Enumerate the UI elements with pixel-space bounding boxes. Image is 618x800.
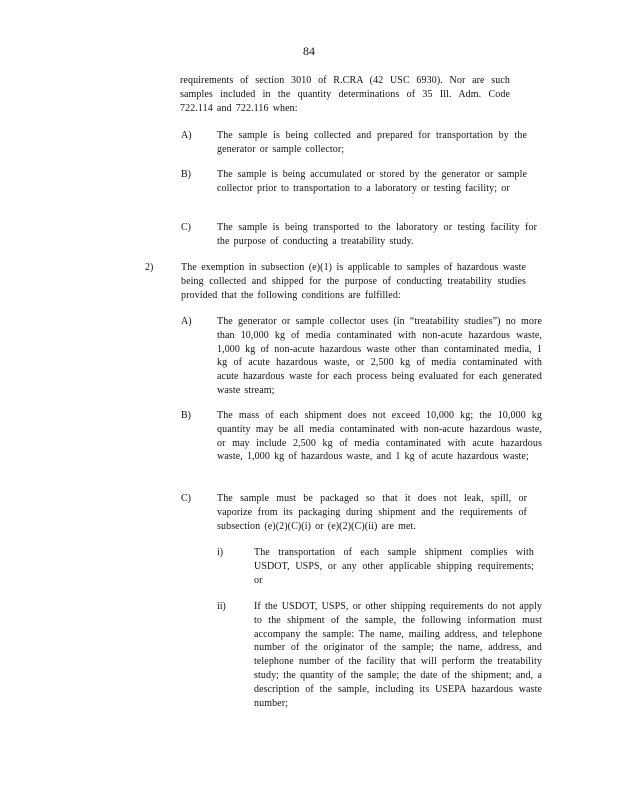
section-2-paragraph: The exemption in subsection (e)(1) is applicable to samples of hazardous waste being collected and shipped for the purpose of conducting treatability studies provided that the following conditions are fulfilled: — [181, 262, 526, 301]
item-label: A) — [181, 316, 192, 327]
subitem-text: If the USDOT, USPS, or other shipping requirements do not apply to the shipment of the sample, the following information must accompany the sample: The name, mailing address, and telephone number of the originator of the sample; the name, address, and telephone number of the facility that will perform the treatability study; the quantity of the sample; the date of the shipment; and, a description of the sample, including its USEPA hazardous waste number; — [254, 601, 542, 709]
list-item-text: The sample is being collected and prepared for transportation by the generator or sample collector; — [217, 130, 527, 155]
list-item-text: The sample must be packaged so that it does not leak, spill, or vaporize from its packaging during shipment and the requirements of subsection (e)(2)(C)(i) or (e)(2)(C)(ii) are met. — [217, 493, 527, 532]
section-label: 2) — [145, 262, 154, 273]
subitem-text: The transportation of each sample shipment complies with USDOT, USPS, or any other applicable shipping requirements; or — [254, 547, 534, 586]
item-label: B) — [181, 169, 191, 180]
list-item-text: The sample is being transported to the laboratory or testing facility for the purpose of conducting a treatability study. — [217, 222, 537, 247]
item-label: C) — [181, 493, 191, 504]
item-label: C) — [181, 222, 191, 233]
subitem-label: ii) — [217, 601, 226, 612]
list-item-text: The generator or sample collector uses (in “treatability studies”) no more than 10,000 kg of media contaminated with non-acute hazardous waste, 1,000 kg of non-acute hazardous waste other than contaminated media, 1 kg of acute hazardous waste, or 2,500 kg of media contaminated with acute hazardous waste for each process being evaluated for each generated waste stream; — [217, 316, 542, 396]
list-item-text: The mass of each shipment does not exceed 10,000 kg; the 10,000 kg quantity may be all media contaminated with non-acute hazardous waste, or may include 2,500 kg of media contaminated with acute hazardous waste, 1,000 kg of hazardous waste, and 1 kg of acute hazardous waste; — [217, 410, 542, 463]
item-label: A) — [181, 130, 192, 141]
intro-paragraph: requirements of section 3010 of R.CRA (42 USC 6930). Nor are such samples included in the quantity determinations of 35 Ill. Adm. Code 722.114 and 722.116 when: — [180, 75, 510, 114]
subitem-label: i) — [217, 547, 224, 558]
item-label: B) — [181, 410, 191, 421]
page-number: 84 — [303, 44, 315, 58]
list-item-text: The sample is being accumulated or stored by the generator or sample collector prior to transportation to a laboratory or testing facility; or — [217, 169, 527, 194]
